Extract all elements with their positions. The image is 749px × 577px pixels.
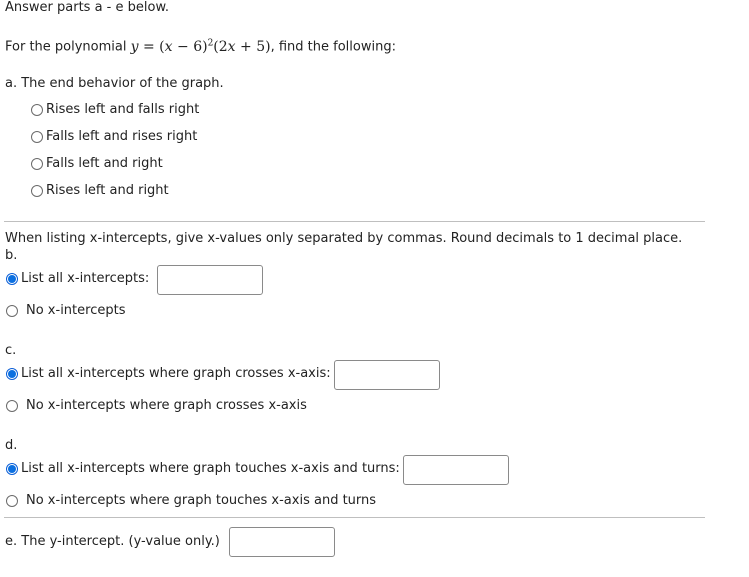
part-c-list-label: List all x-intercepts where graph crosses x-axis: <box>21 366 331 381</box>
radio-a-option-1[interactable] <box>31 104 43 116</box>
radio-a-option-4[interactable] <box>31 185 43 197</box>
instructions-note: When listing x-intercepts, give x-values only separated by commas. Round decimals to 1 decimal place. <box>5 231 683 246</box>
header-instruction: Answer parts a - e below. <box>5 0 170 15</box>
prompt-prefix: For the polynomial <box>5 39 127 55</box>
radio-a-option-2[interactable] <box>31 131 43 143</box>
part-d-none-label: No x-intercepts where graph touches x-axis and turns <box>26 493 377 508</box>
radio-d-none[interactable] <box>6 495 18 507</box>
part-b-list-label: List all x-intercepts: <box>21 271 150 286</box>
part-e-input[interactable] <box>229 527 335 557</box>
radio-d-list[interactable] <box>6 463 18 475</box>
divider-2 <box>4 517 705 518</box>
part-a-option-1-label: Rises left and falls right <box>46 102 200 117</box>
radio-b-list[interactable] <box>6 273 18 285</box>
radio-b-none[interactable] <box>6 305 18 317</box>
part-d-input[interactable] <box>403 455 509 485</box>
polynomial-prompt <box>5 38 396 55</box>
part-c-input[interactable] <box>334 360 440 390</box>
part-e-label: e. The y-intercept. (y-value only.) <box>5 534 220 549</box>
radio-c-none[interactable] <box>6 400 18 412</box>
part-a-option-4-label: Rises left and right <box>46 183 169 198</box>
part-c-label: c. <box>5 343 17 358</box>
divider-1 <box>4 221 705 222</box>
part-b-label: b. <box>5 248 18 263</box>
part-c-none-label: No x-intercepts where graph crosses x-axis <box>26 398 307 413</box>
prompt-suffix: , find the following: <box>270 39 396 55</box>
radio-c-list[interactable] <box>6 368 18 380</box>
polynomial-expression: $y = (x - 6)^2(2x + 5)$ <box>130 38 271 55</box>
part-a-label: a. The end behavior of the graph. <box>5 76 224 91</box>
part-b-input[interactable] <box>157 265 263 295</box>
part-b-none-label: No x-intercepts <box>26 303 126 318</box>
part-d-list-label: List all x-intercepts where graph touches x-axis and turns: <box>21 461 400 476</box>
part-d-label: d. <box>5 438 18 453</box>
part-a-option-3-label: Falls left and right <box>46 156 163 171</box>
part-a-option-2-label: Falls left and rises right <box>46 129 198 144</box>
radio-a-option-3[interactable] <box>31 158 43 170</box>
